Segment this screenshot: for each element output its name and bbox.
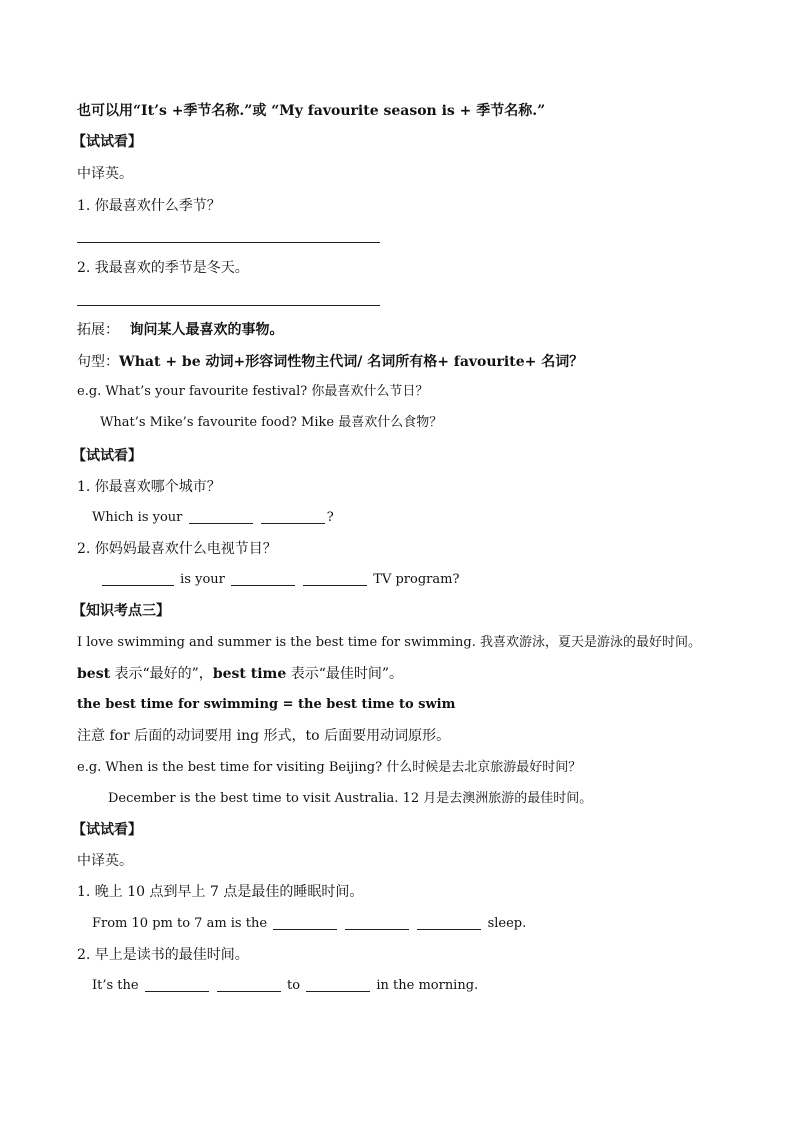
section-heading-try-2: 【试试看】: [72, 448, 142, 464]
section-heading-try-3: 【试试看】: [72, 822, 142, 838]
intro-sentence-pattern: 也可以用“It’s +季节名称.”或 “My favourite season is + 季节名称.”: [77, 103, 546, 119]
example-2: What’s Mike’s favourite food? Mike 最喜欢什么食物？: [100, 415, 443, 430]
section-heading-knowledge-3: 【知识考点三】: [72, 603, 170, 619]
pattern-label: 句型：: [77, 354, 119, 370]
fill-text-from: From 10 pm to 7 am is the: [92, 916, 268, 931]
best-time-word: best time: [212, 666, 287, 682]
question-2: 2. 我最喜欢的季节是冬天。: [77, 260, 249, 276]
blank-3a[interactable]: [189, 509, 253, 524]
sentence-pattern-line: [77, 352, 583, 372]
fill-text-morning: in the morning.: [376, 978, 479, 993]
section-heading-try: 【试试看】: [72, 134, 142, 150]
note-line: 注意 for 后面的动词要用 ing 形式，to 后面要用动词原形。: [77, 728, 451, 744]
example-3: e.g. When is the best time for visiting Beijing? 什么时候是去北京旅游最好时间？: [77, 760, 582, 775]
extension-line: [77, 320, 283, 340]
blank-5c[interactable]: [417, 915, 481, 930]
question-5: 1. 晚上 10 点到早上 7 点是最佳的睡眠时间。: [77, 884, 364, 900]
blank-5b[interactable]: [345, 915, 409, 930]
instruction-translate-2: 中译英。: [77, 853, 133, 869]
fill-text-which: Which is your: [92, 510, 183, 525]
answer-line-1[interactable]: [77, 242, 380, 243]
fill-line-5: [92, 914, 526, 934]
fill-line-6: [92, 976, 478, 996]
fill-text-its-the: It’s the: [92, 978, 139, 993]
answer-line-2[interactable]: [77, 305, 380, 306]
extension-text: 询问某人最喜欢的事物。: [129, 322, 284, 338]
question-1: 1. 你最喜欢什么季节？: [77, 198, 221, 214]
best-meaning: 表示“最好的”，: [110, 666, 213, 682]
knowledge-sentence: I love swimming and summer is the best time for swimming. 我喜欢游泳，夏天是游泳的最好时间。: [77, 635, 702, 650]
fill-line-3: [92, 508, 334, 528]
fill-text-is-your: is your: [180, 572, 225, 587]
best-meaning-line: [77, 664, 403, 684]
question-3: 1. 你最喜欢哪个城市？: [77, 479, 221, 495]
blank-6a[interactable]: [145, 977, 209, 992]
example-1: e.g. What’s your favourite festival? 你最喜欢什么节日？: [77, 384, 429, 399]
extension-label: 拓展：: [77, 322, 119, 338]
blank-3b[interactable]: [261, 509, 325, 524]
instruction-translate: 中译英。: [77, 166, 133, 182]
fill-text-q: ?: [326, 510, 334, 525]
fill-text-to: to: [287, 978, 301, 993]
fill-text-tv: TV program?: [373, 572, 460, 587]
blank-4c[interactable]: [303, 571, 367, 586]
example-4: December is the best time to visit Australia. 12 月是去澳洲旅游的最佳时间。: [108, 791, 593, 806]
fill-line-4: [100, 570, 459, 590]
pattern-formula: What + be 动词+形容词性物主代词/ 名词所有格+ favourite+ 名词？: [119, 354, 584, 370]
blank-5a[interactable]: [273, 915, 337, 930]
blank-6c[interactable]: [306, 977, 370, 992]
best-word: best: [77, 666, 111, 682]
equivalence-line: the best time for swimming = the best time to swim: [77, 697, 456, 712]
blank-4a[interactable]: [102, 571, 174, 586]
blank-6b[interactable]: [217, 977, 281, 992]
fill-text-sleep: sleep.: [487, 916, 527, 931]
best-time-meaning: 表示“最佳时间”。: [286, 666, 404, 682]
question-6: 2. 早上是读书的最佳时间。: [77, 947, 249, 963]
question-4: 2. 你妈妈最喜欢什么电视节目？: [77, 541, 277, 557]
blank-4b[interactable]: [231, 571, 295, 586]
